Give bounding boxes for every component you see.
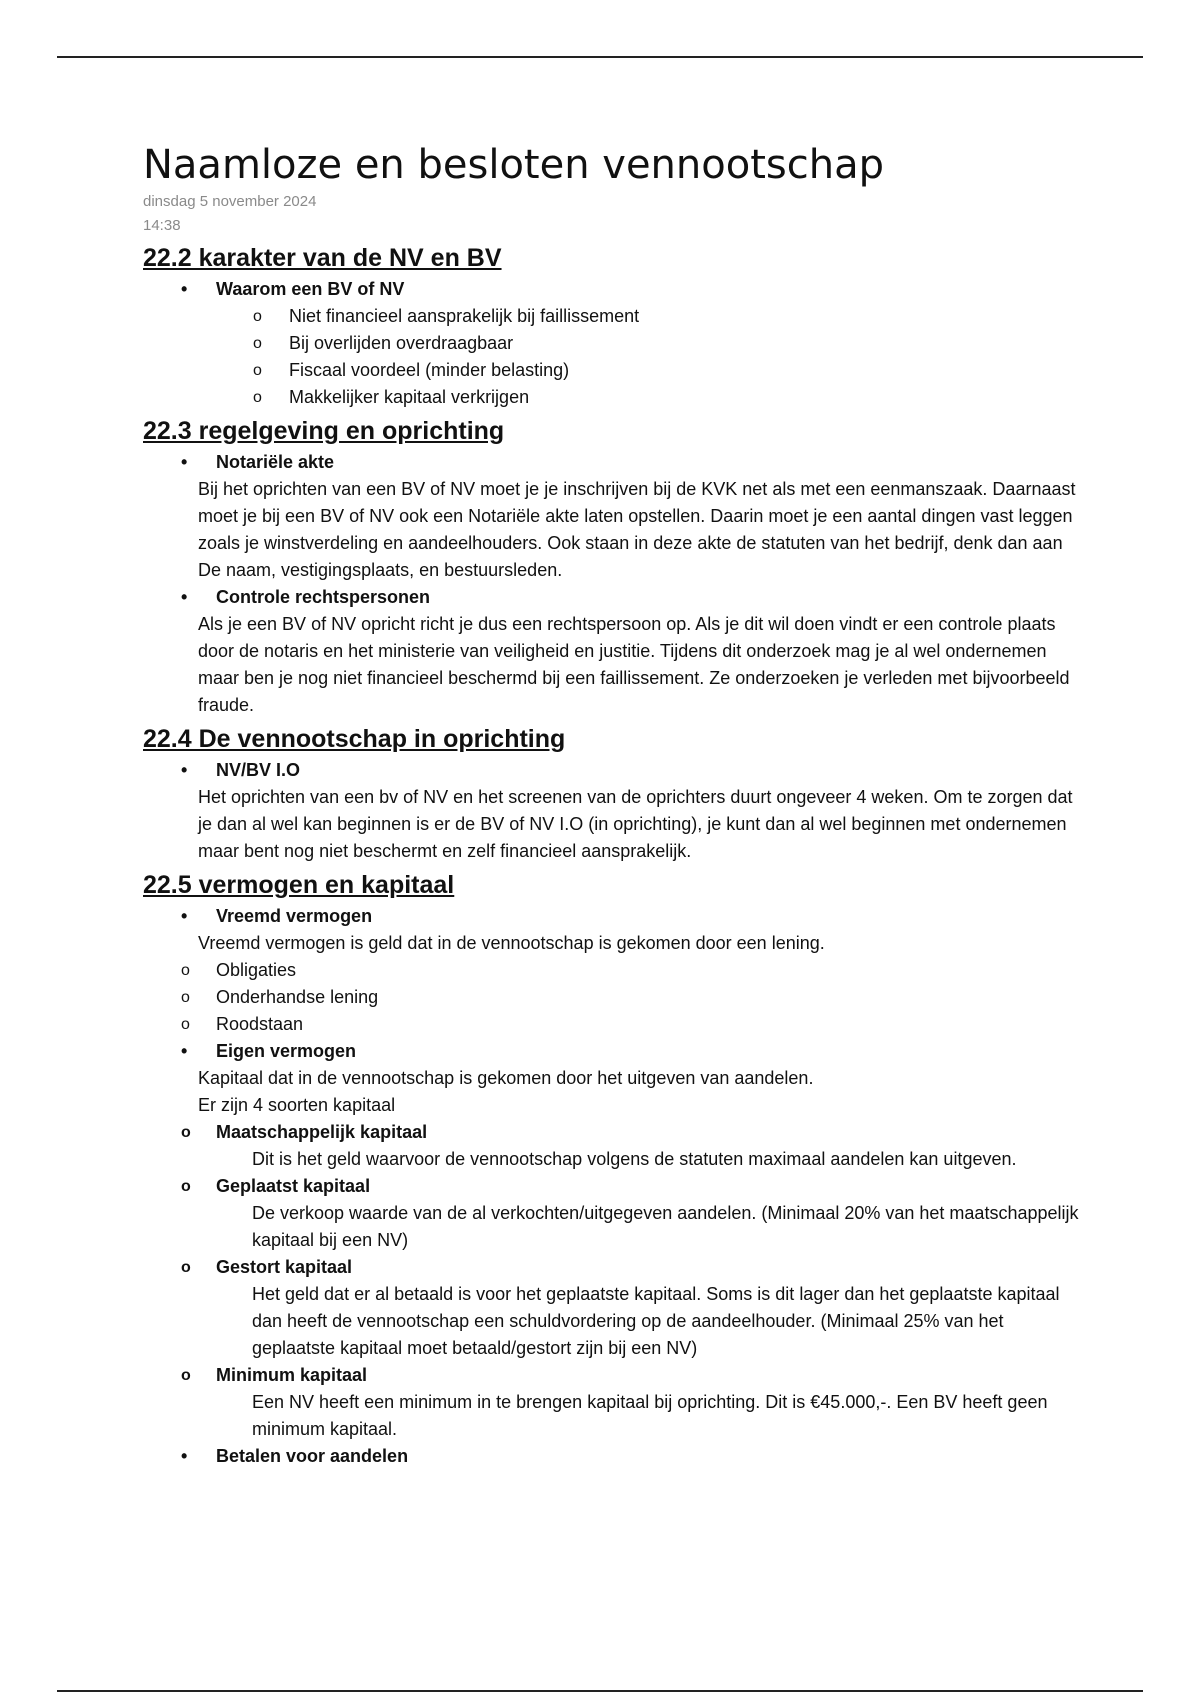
list-item: o Makkelijker kapitaal verkrijgen [143,384,1083,411]
subheading-maatschappelijk: o Maatschappelijk kapitaal [143,1119,1083,1146]
page-bottom-rule [57,1690,1143,1692]
paragraph-nv-bv-io: Het oprichten van een bv of NV en het screenen van de oprichters duurt ongeveer 4 weken. Om te zorgen dat je dan al wel kan beginnen is er de BV of NV I.O (in oprichting), je kunt dan al wel beginnen met ondernemen maar bent nog niet beschermt en zelf financieel aansprakelijk. [198,787,1073,861]
list-item: o Fiscaal voordeel (minder belasting) [143,357,1083,384]
paragraph-controle: Als je een BV of NV opricht richt je dus een rechtspersoon op. Als je dit wil doen vindt er een controle plaats door de notaris en het ministerie van veiligheid en justitie. Tijdens dit onderzoek mag je al wel ondernemen maar ben je nog niet financieel beschermd bij een faillissement. Ze onderzoeken je verleden met bijvoorbeeld fraude. [198,614,1070,715]
bullet-betalen-aandelen: • Betalen voor aandelen [143,1443,1083,1470]
page-date: dinsdag 5 november 2024 [143,193,317,210]
bullet-notariele-akte: • Notariële akte [143,449,1083,476]
page-time: 14:38 [143,217,181,234]
bullet-nv-bv-io: • NV/BV I.O [143,757,1083,784]
bullet-controle: • Controle rechtspersonen [143,584,1083,611]
paragraph-notariele-akte: Bij het oprichten van een BV of NV moet je je inschrijven bij de KVK net als met een eenmanszaak. Daarnaast moet je bij een BV of NV ook een Notariële akte laten opstellen. Daarin moet je een aantal dingen vast leggen zoals je winstverdeling en aandeelhouders. Ook staan in deze akte de statuten van het bedrijf, denk dan aan De naam, vestigingsplaats, en bestuursleden. [198,479,1076,580]
list-item: o Roodstaan [143,1011,1083,1038]
paragraph-vreemd-vermogen: Vreemd vermogen is geld dat in de vennootschap is gekomen door een lening. [198,933,825,953]
document-body [143,140,1083,1470]
paragraph-eigen-vermogen: Kapitaal dat in de vennootschap is gekomen door het uitgeven van aandelen. [198,1068,814,1088]
bullet-vreemd-vermogen: • Vreemd vermogen [143,903,1083,930]
section-heading-22-5: 22.5 vermogen en kapitaal [143,871,455,899]
paragraph-maatschappelijk: Dit is het geld waarvoor de vennootschap volgens de statuten maximaal aandelen kan uitgeven. [252,1149,1017,1169]
paragraph-geplaatst: De verkoop waarde van de al verkochten/uitgegeven aandelen. (Minimaal 20% van het maatschappelijk kapitaal bij een NV) [252,1203,1079,1250]
section-heading-22-4: 22.4 De vennootschap in oprichting [143,725,566,753]
paragraph-minimum: Een NV heeft een minimum in te brengen kapitaal bij oprichting. Dit is €45.000,-. Een BV heeft geen minimum kapitaal. [252,1392,1048,1439]
list-item: o Bij overlijden overdraagbaar [143,330,1083,357]
list-item: o Onderhandse lening [143,984,1083,1011]
page-title: Naamloze en besloten vennootschap [143,142,884,188]
section-heading-22-2: 22.2 karakter van de NV en BV [143,244,502,272]
list-item: o Niet financieel aansprakelijk bij faillissement [143,303,1083,330]
section-heading-22-3: 22.3 regelgeving en oprichting [143,417,505,445]
paragraph-gestort: Het geld dat er al betaald is voor het geplaatste kapitaal. Soms is dit lager dan het geplaatste kapitaal dan heeft de vennootschap een schuldvordering op de aandeelhouder. (Minimaal 25% van het geplaatste kapitaal moet betaald/gestort zijn bij een NV) [252,1284,1060,1358]
bullet-waarom: • Waarom een BV of NV [143,276,1083,303]
subheading-minimum: o Minimum kapitaal [143,1362,1083,1389]
paragraph-soorten-kapitaal: Er zijn 4 soorten kapitaal [198,1095,396,1115]
subheading-gestort: o Gestort kapitaal [143,1254,1083,1281]
subheading-geplaatst: o Geplaatst kapitaal [143,1173,1083,1200]
page-top-rule [57,56,1143,58]
list-item: o Obligaties [143,957,1083,984]
bullet-eigen-vermogen: • Eigen vermogen [143,1038,1083,1065]
